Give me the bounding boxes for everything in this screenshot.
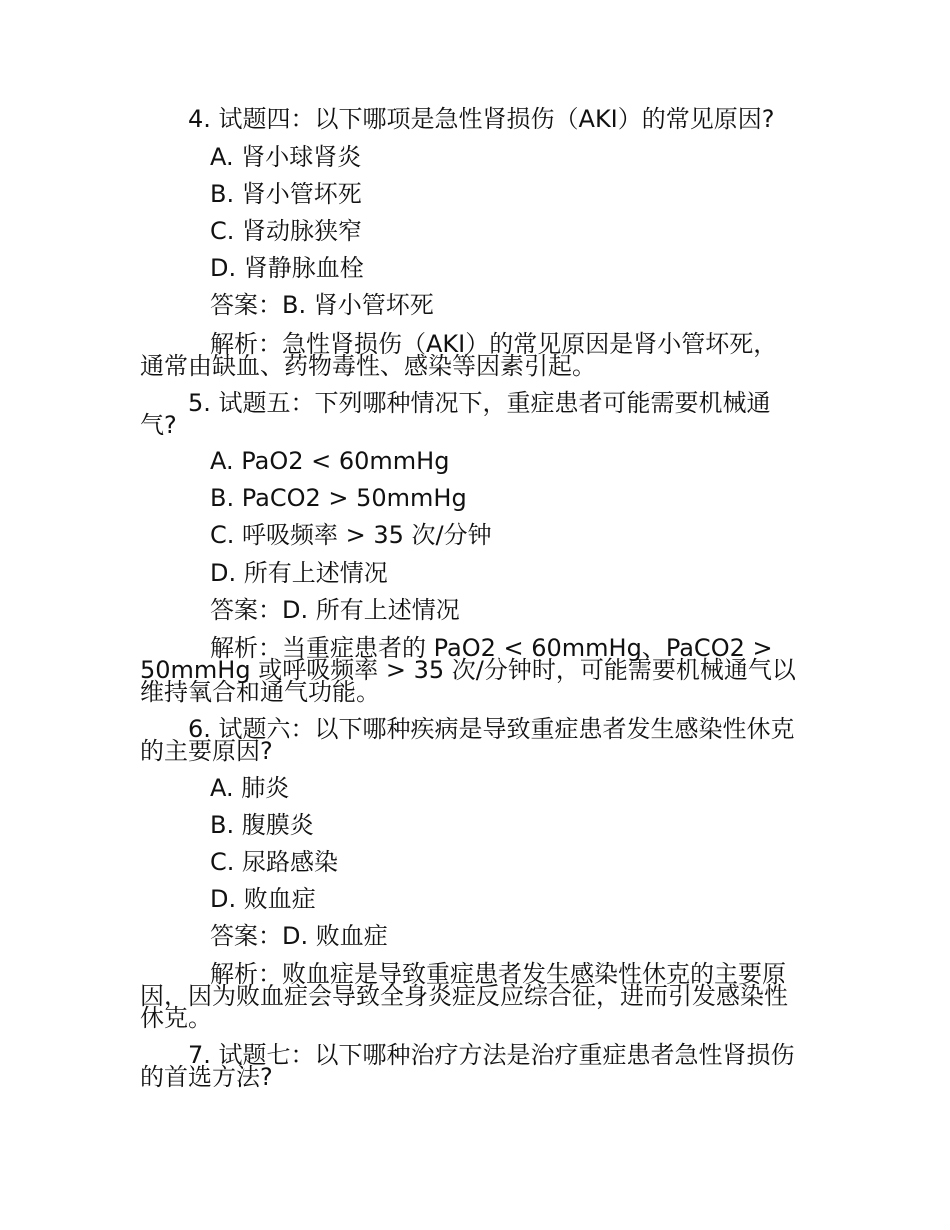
question-5-analysis-line-2: 50mmHg 或呼吸频率 > 35 次/分钟时，可能需要机械通气以 — [140, 656, 796, 684]
question-6-title-line-2: 的主要原因? — [140, 737, 273, 765]
question-6-option-a: A. 肺炎 — [210, 774, 290, 802]
question-5-analysis-line-1: 解析：当重症患者的 PaO2 < 60mmHg、PaCO2 > — [210, 634, 773, 662]
question-6-title-line-1: 6. 试题六：以下哪种疾病是导致重症患者发生感染性休克 — [188, 715, 795, 743]
question-4-option-b: B. 肾小管坏死 — [210, 180, 362, 208]
question-5-option-a: A. PaO2 < 60mmHg — [210, 447, 450, 475]
question-5-option-c: C. 呼吸频率 > 35 次/分钟 — [210, 521, 492, 549]
question-6-option-d: D. 败血症 — [210, 885, 316, 913]
question-5-title-line-1: 5. 试题五：下列哪种情况下，重症患者可能需要机械通 — [188, 389, 771, 417]
question-4-option-a: A. 肾小球肾炎 — [210, 143, 362, 171]
question-6-answer: 答案：D. 败血症 — [210, 922, 388, 950]
question-4-title: 4. 试题四：以下哪项是急性肾损伤（AKI）的常见原因? — [188, 105, 775, 133]
question-6-option-c: C. 尿路感染 — [210, 848, 339, 876]
question-4-answer: 答案：B. 肾小管坏死 — [210, 291, 434, 319]
question-6-analysis-line-2: 因，因为败血症会导致全身炎症反应综合征，进而引发感染性 — [140, 982, 788, 1010]
question-5-option-b: B. PaCO2 > 50mmHg — [210, 484, 467, 512]
question-4-analysis-line-1: 解析：急性肾损伤（AKI）的常见原因是肾小管坏死， — [210, 330, 778, 358]
question-7-title-line-2: 的首选方法? — [140, 1063, 273, 1091]
question-5-option-d: D. 所有上述情况 — [210, 559, 388, 587]
question-4-option-c: C. 肾动脉狭窄 — [210, 217, 363, 245]
question-6-analysis-line-1: 解析：败血症是导致重症患者发生感染性休克的主要原 — [210, 960, 786, 988]
question-5-answer: 答案：D. 所有上述情况 — [210, 596, 460, 624]
question-5-title-line-2: 气? — [140, 411, 177, 439]
question-7-title-line-1: 7. 试题七：以下哪种治疗方法是治疗重症患者急性肾损伤 — [188, 1041, 795, 1069]
question-5-analysis-line-3: 维持氧合和通气功能。 — [140, 678, 380, 706]
question-6-option-b: B. 腹膜炎 — [210, 811, 314, 839]
question-6-analysis-line-3: 休克。 — [140, 1004, 212, 1032]
question-4-option-d: D. 肾静脉血栓 — [210, 254, 364, 282]
question-4-analysis-line-2: 通常由缺血、药物毒性、感染等因素引起。 — [140, 352, 596, 380]
